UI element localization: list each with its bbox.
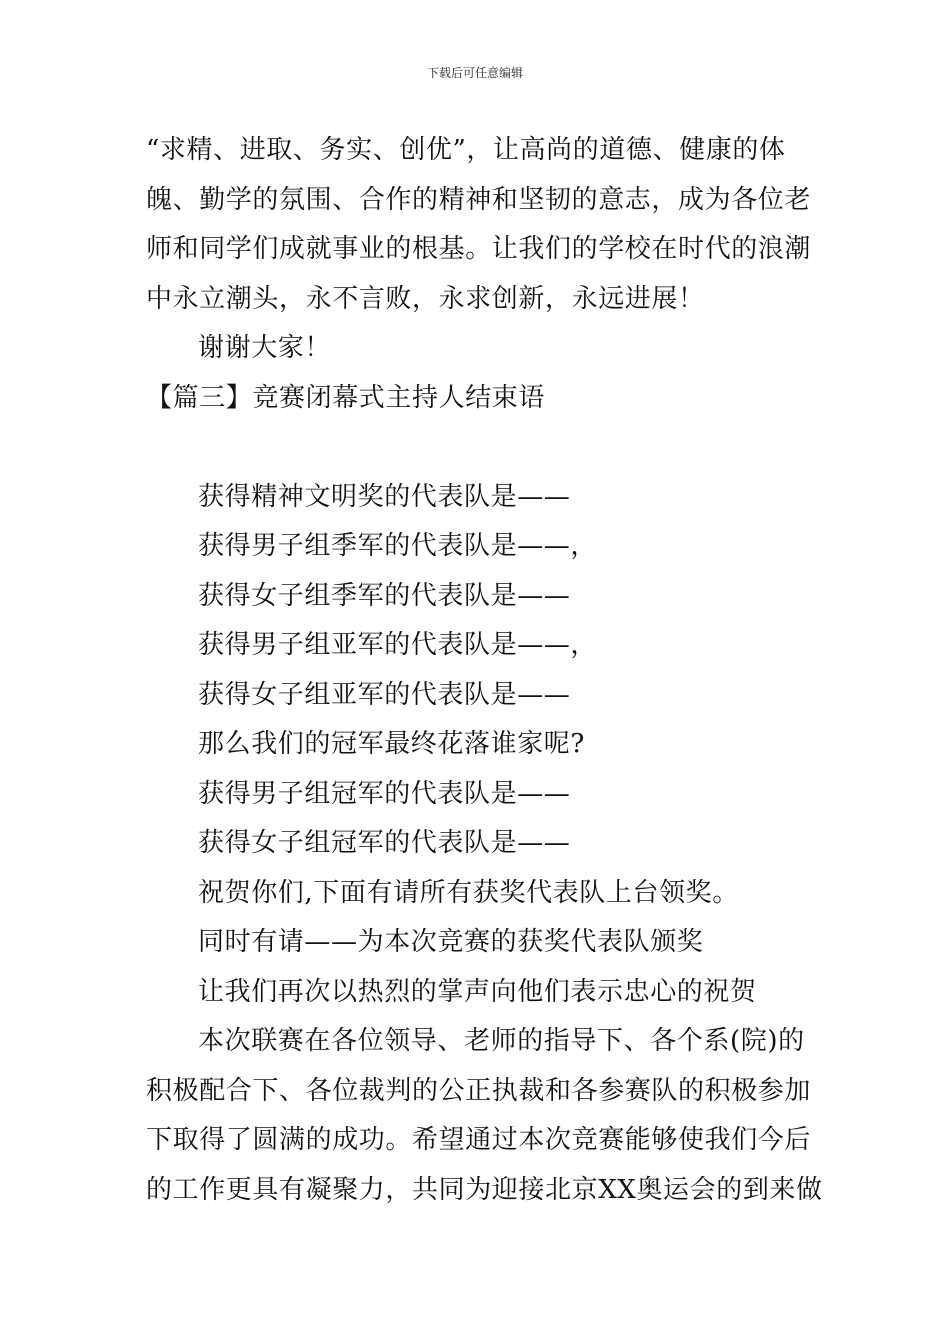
paragraph-line: 中永立潮头，永不言败，永求创新，永远进展！ bbox=[146, 283, 705, 314]
closing-paragraph-line: 本次联赛在各位领导、老师的指导下、各个系(院)的 bbox=[198, 1026, 805, 1056]
page-header-note: 下载后可任意编辑 bbox=[426, 66, 523, 80]
announcement-line: 获得女子组冠军的代表队是—— bbox=[198, 828, 571, 858]
announcement-line: 祝贺你们,下面有请所有获奖代表队上台领奖。 bbox=[198, 877, 739, 908]
announcement-line: 获得女子组季军的代表队是—— bbox=[198, 580, 571, 611]
announcement-line: 同时有请——为本次竞赛的获奖代表队颁奖 bbox=[198, 927, 704, 957]
announcement-line: 获得男子组冠军的代表队是—— bbox=[198, 778, 571, 809]
closing-paragraph-line: 的工作更具有凝聚力，共同为迎接北京XX奥运会的到来做 bbox=[146, 1174, 823, 1205]
announcement-line: 获得男子组亚军的代表队是——， bbox=[198, 630, 598, 660]
paragraph-line: 魄、勤学的氛围、合作的精神和坚韧的意志，成为各位老 bbox=[146, 184, 812, 215]
blank-line bbox=[146, 423, 806, 473]
paragraph-line: 师和同学们成就事业的根基。让我们的学校在时代的浪潮 bbox=[146, 234, 812, 264]
document-body bbox=[146, 126, 823, 1215]
thanks-line: 谢谢大家！ bbox=[198, 333, 332, 363]
paragraph-line: “求精、进取、务实、创优”，让高尚的道德、健康的体 bbox=[146, 135, 786, 165]
announcement-line: 获得精神文明奖的代表队是—— bbox=[198, 481, 571, 512]
announcement-line: 让我们再次以热烈的掌声向他们表示忠心的祝贺 bbox=[198, 976, 757, 1007]
section-title: 【篇三】竞赛闭幕式主持人结束语 bbox=[146, 382, 546, 413]
announcement-line: 那么我们的冠军最终花落谁家呢? bbox=[198, 729, 585, 759]
announcement-line: 获得女子组亚军的代表队是—— bbox=[198, 679, 571, 710]
announcement-line: 获得男子组季军的代表队是——， bbox=[198, 531, 598, 561]
closing-paragraph-line: 下取得了圆满的成功。希望通过本次竞赛能够使我们今后 bbox=[146, 1125, 812, 1155]
closing-paragraph-line: 积极配合下、各位裁判的公正执裁和各参赛队的积极参加 bbox=[146, 1075, 812, 1106]
